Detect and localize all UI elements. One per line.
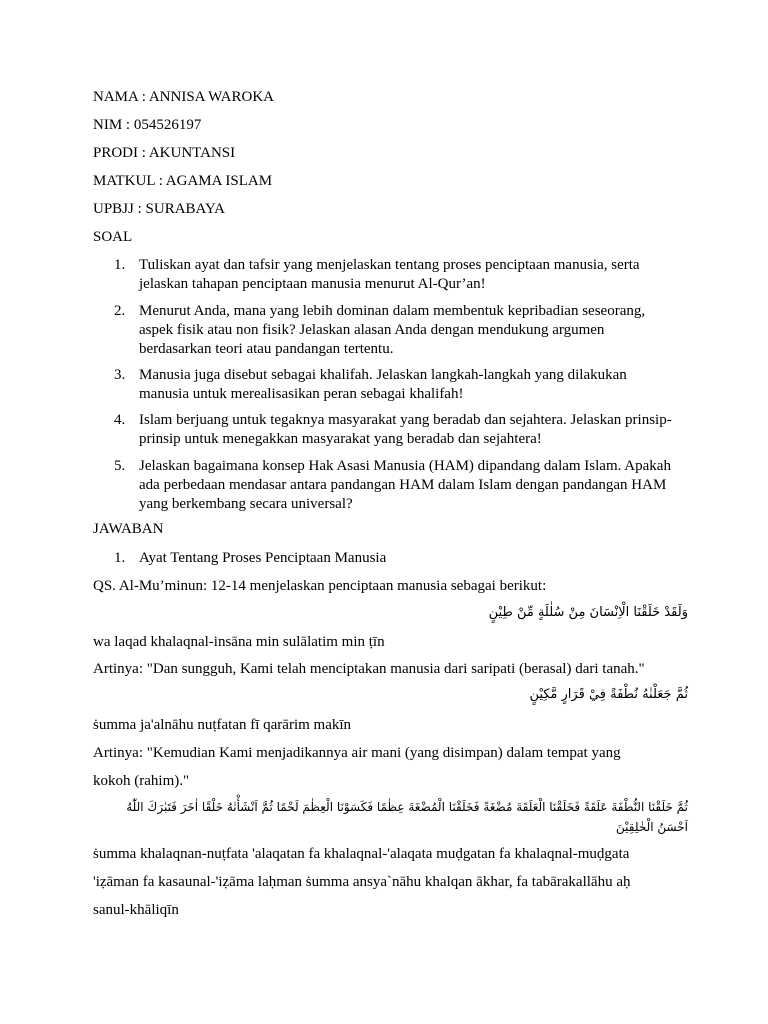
question-5-number: 5. (114, 458, 126, 474)
question-3-number: 3. (114, 367, 126, 383)
verse-3-latin-line-1: ṡumma khalaqnan-nuṭfata 'alaqatan fa khalaqnal-'alaqata muḍgatan fa khalaqnal-muḍgata (93, 846, 630, 862)
question-3-text: Manusia juga disebut sebagai khalifah. Jelaskan langkah-langkah yang dilakukan manusia untuk merealisasikan peran sebagai khalifah! (139, 367, 627, 402)
verse-2-arabic: ثُمَّ جَعَلْنٰهُ نُطْفَةً فِيْ قَرَارٍ مَّكِيْنٍ (529, 687, 688, 702)
verse-1-meaning: Artinya: "Dan sungguh, Kami telah menciptakan manusia dari saripati (berasal) dari tanah." (93, 661, 645, 677)
student-prodi: PRODI : AKUNTANSI (93, 145, 236, 161)
verse-3-latin-line-3: sanul-khāliqīn (93, 902, 179, 918)
course-name: MATKUL : AGAMA ISLAM (93, 173, 273, 189)
upbjj: UPBJJ : SURABAYA (93, 201, 225, 217)
soal-heading: SOAL (93, 229, 133, 245)
question-2-number: 2. (114, 303, 126, 319)
question-1-number: 1. (114, 257, 126, 273)
question-4-text: Islam berjuang untuk tegaknya masyarakat yang beradab dan sejahtera. Jelaskan prinsip-prinsip untuk menegakkan masyarakat yang beradab dan sejahtera! (139, 412, 672, 447)
answer-1-number: 1. (114, 550, 126, 566)
answer-1-title: Ayat Tentang Proses Penciptaan Manusia (139, 550, 387, 566)
question-4-number: 4. (114, 412, 126, 428)
verse-1-latin: wa laqad khalaqnal-insāna min sulālatim min ṭīn (93, 634, 385, 650)
question-1-text: Tuliskan ayat dan tafsir yang menjelaskan tentang proses penciptaan manusia, serta jelaskan tahapan penciptaan manusia menurut Al-Qur’an! (139, 257, 640, 292)
question-5-text: Jelaskan bagaimana konsep Hak Asasi Manusia (HAM) dipandang dalam Islam. Apakah ada perbedaan mendasar antara pandangan HAM dalam Islam dengan pandangan HAM yang berkembang secara universal? (139, 458, 671, 512)
verse-3-arabic: ثُمَّ خَلَقْنَا النُّطْفَةَ عَلَقَةً فَخَلَقْنَا الْعَلَقَةَ مُضْغَةً فَخَلَقْنَا الْمُضْغَةَ عِظٰمًا فَكَسَوْنَا الْعِظٰمَ لَحْمًا ثُمَّ اَنْشَأْنٰهُ خَلْقًا اٰخَرَ فَتَبٰرَكَ اللّٰهُ اَحْسَنُ الْخٰلِقِيْنَ (126, 800, 688, 834)
answer-intro: QS. Al-Mu’minun: 12-14 menjelaskan penciptaan manusia sebagai berikut: (93, 578, 547, 594)
student-name: NAMA : ANNISA WAROKA (93, 89, 274, 105)
verse-2-meaning-line-2: kokoh (rahim)." (93, 773, 190, 789)
jawaban-heading: JAWABAN (93, 521, 164, 537)
student-nim: NIM : 054526197 (93, 117, 202, 133)
verse-2-meaning-line-1: Artinya: "Kemudian Kami menjadikannya air mani (yang disimpan) dalam tempat yang (93, 745, 621, 761)
verse-1-arabic: وَلَقَدْ خَلَقْنَا الْاِنْسَانَ مِنْ سُلٰلَةٍ مِّنْ طِيْنٍ (488, 605, 688, 620)
verse-3-latin-line-2: 'iẓāman fa kasaunal-'iẓāma laḥman ṡumma ansya`nāhu khalqan ākhar, fa tabārakallāhu aḥ (93, 874, 631, 890)
verse-2-latin: ṡumma ja'alnāhu nuṭfatan fī qarārim makīn (93, 717, 352, 733)
question-2-text: Menurut Anda, mana yang lebih dominan dalam membentuk kepribadian seseorang, aspek fisik atau non fisik? Jelaskan alasan Anda dengan mendukung argumen berdasarkan teori atau pandangan tertentu. (139, 303, 646, 357)
